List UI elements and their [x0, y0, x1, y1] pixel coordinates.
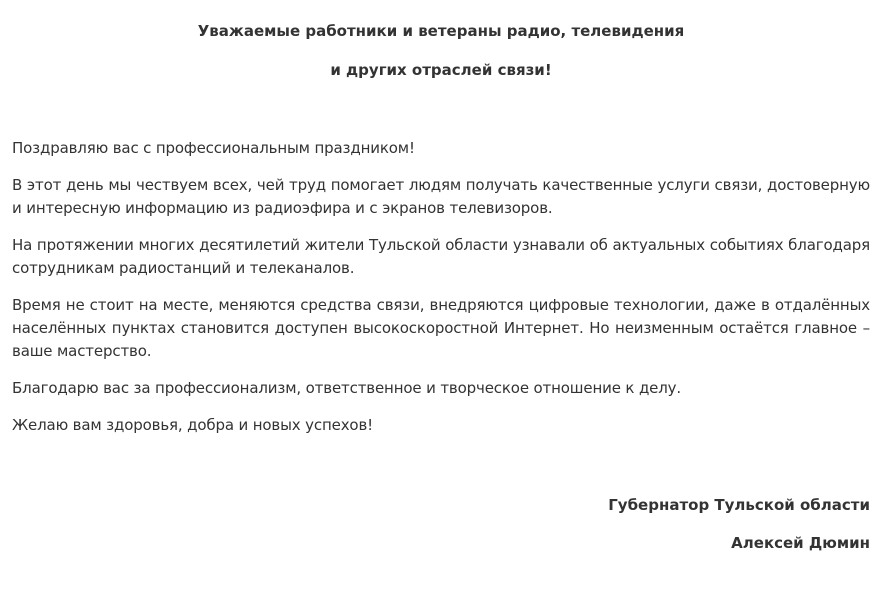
paragraph-time: Время не стоит на месте, меняются средства связи, внедряются цифровые технологии, даже в отдалённых населённых пунктах становится доступен высокоскоростной Интернет. Но неизменным остаётся главное – ваше мастерство.: [12, 296, 870, 360]
paragraph-wishes: Желаю вам здоровья, добра и новых успехов!: [12, 416, 374, 434]
paragraph-this-day: В этот день мы чествуем всех, чей труд помогает людям получать качественные услуги связи, достоверную и интересную информацию из радиоэфира и с экранов телевизоров.: [12, 176, 870, 217]
paragraph-congratulation: Поздравляю вас с профессиональным праздником!: [12, 139, 415, 157]
greeting-heading-line-2: и других отраслей связи!: [330, 61, 552, 79]
signature-name: Алексей Дюмин: [731, 534, 870, 552]
letter-body: [12, 137, 870, 451]
paragraph-decades: На протяжении многих десятилетий жители Тульской области узнавали об актуальных событиях благодаря сотрудникам радиостанций и телеканалов.: [12, 236, 870, 277]
greeting-heading-line-1: Уважаемые работники и ветераны радио, телевидения: [197, 22, 685, 40]
paragraph-gratitude: Благодарю вас за профессионализм, ответственное и творческое отношение к делу.: [12, 379, 682, 397]
signature-position: Губернатор Тульской области: [608, 496, 870, 514]
